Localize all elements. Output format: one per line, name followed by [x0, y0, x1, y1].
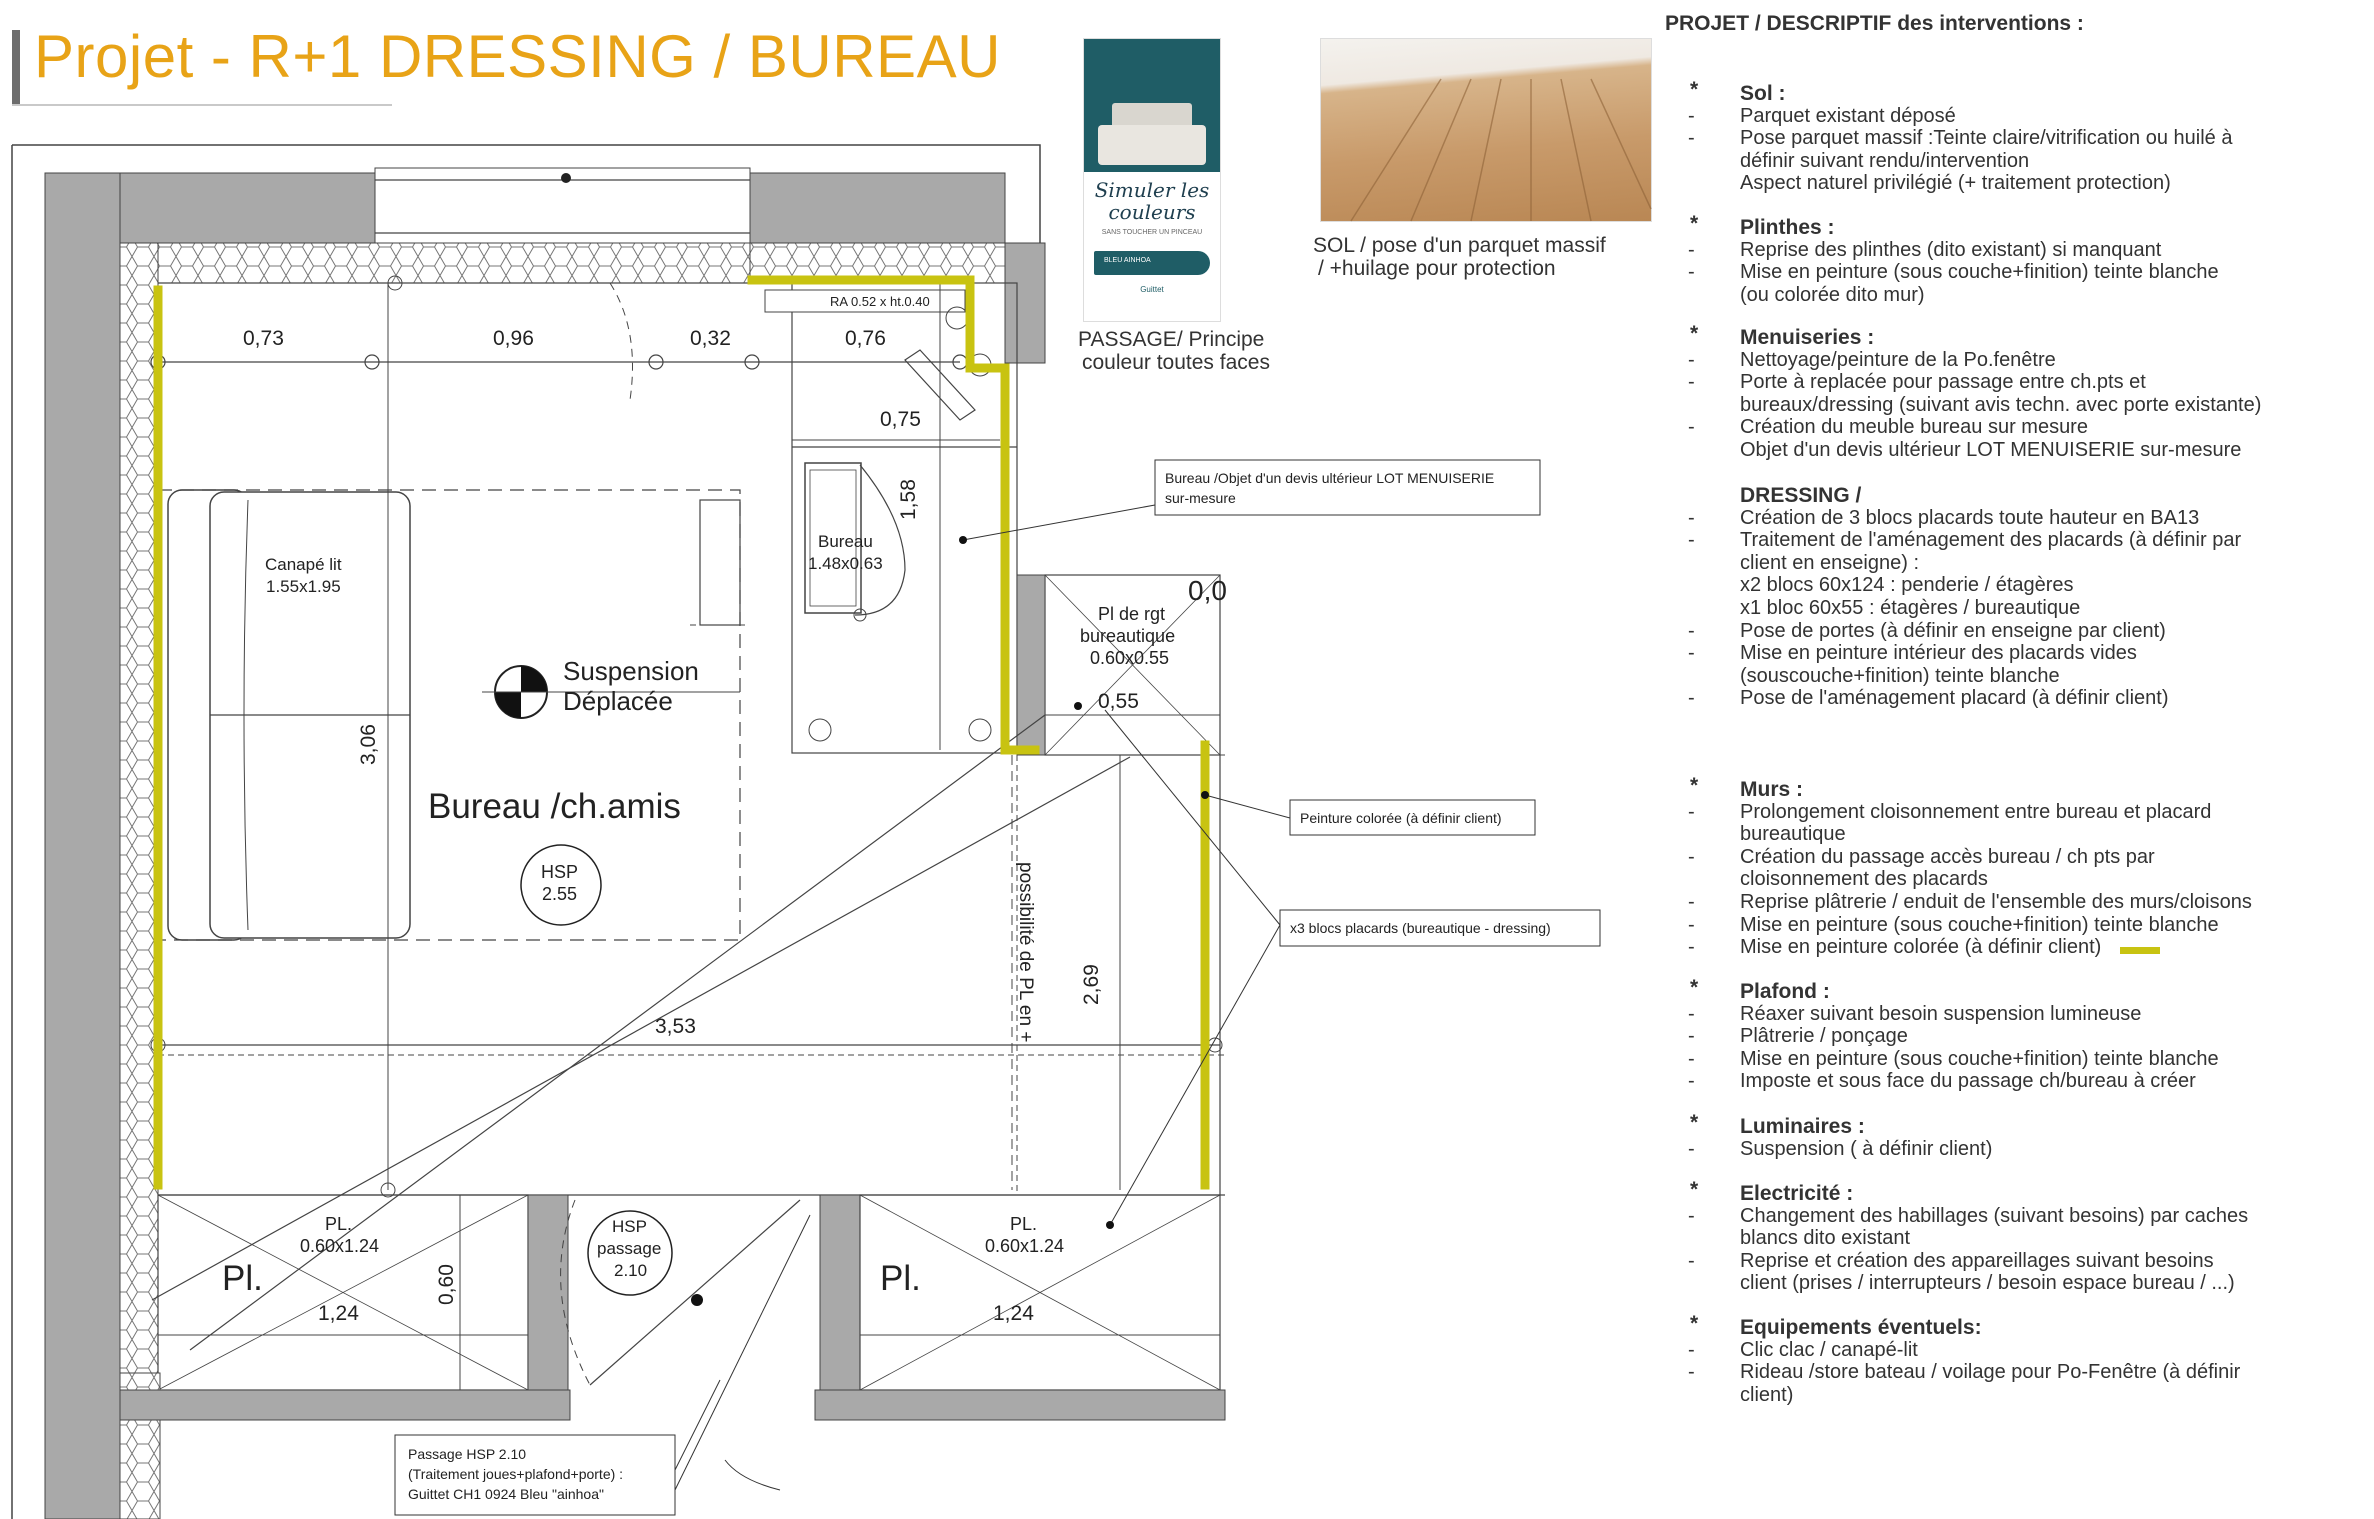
section-item: (souscouche+finition) teinte blanche — [1740, 664, 2060, 687]
section-item: Création du meuble bureau sur mesure — [1740, 416, 2088, 439]
section-item: x2 blocs 60x124 : penderie / étagères — [1740, 574, 2074, 597]
pl-big-left: Pl. — [222, 1259, 263, 1298]
pl-big-right: Pl. — [880, 1259, 921, 1298]
svg-text:Peinture colorée (à définir cl: Peinture colorée (à définir client) — [1300, 810, 1502, 826]
section-item: x1 bloc 60x55 : étagères / bureautique — [1740, 597, 2081, 619]
pl-left-size: 0.60x1.24 — [300, 1236, 380, 1256]
pl-right-label: PL. — [1010, 1214, 1038, 1234]
item-dash: - — [1688, 936, 1695, 959]
desk-label: Bureau — [818, 532, 873, 551]
section-title: Equipements éventuels: — [1740, 1316, 1982, 1339]
section-title: DRESSING / — [1740, 484, 1862, 507]
section-title: Sol : — [1740, 82, 1786, 105]
section-item: Parquet existant déposé — [1740, 104, 1956, 127]
dim-032: 0,32 — [690, 327, 731, 350]
svg-text:x3 blocs placards (bureautique: x3 blocs placards (bureautique - dressing) — [1290, 920, 1551, 936]
section-item: Reprise des plinthes (dito existant) si manquant — [1740, 238, 2162, 261]
item-dash: - — [1688, 1204, 1695, 1227]
section-title: Plafond : — [1740, 980, 1830, 1003]
item-dash: - — [1688, 800, 1695, 823]
section-title: Plinthes : — [1740, 216, 1835, 239]
section-item: client (prises / interrupteurs / besoin espace bureau / ...) — [1740, 1272, 2235, 1295]
item-dash: - — [1688, 913, 1695, 936]
parquet-photo — [1320, 38, 1652, 222]
section-title: Murs : — [1740, 778, 1803, 801]
bed — [1098, 125, 1206, 165]
item-dash: - — [1688, 1025, 1695, 1048]
pl-left-label: PL. — [325, 1214, 353, 1234]
section-item: Pose de l'aménagement placard (à définir client) — [1740, 687, 2169, 710]
insulation-left — [120, 243, 158, 1373]
item-dash: - — [1688, 891, 1695, 913]
section-item: client) — [1740, 1383, 1794, 1406]
section-star: * — [1690, 78, 1699, 101]
passage-caption-2: couleur toutes faces — [1082, 351, 1270, 374]
section-item: Pose de portes (à définir en enseigne par client) — [1740, 619, 2166, 642]
item-dash: - — [1688, 261, 1695, 284]
section-item: Aspect naturel privilégié (+ traitement protection) — [1740, 172, 2171, 195]
wall-top-right — [750, 173, 1005, 243]
dim-124-right: 1,24 — [993, 1302, 1034, 1325]
section-item: Porte à replacée pour passage entre ch.pts et — [1740, 371, 2146, 394]
dim-306: 3,06 — [357, 724, 380, 765]
svg-text:2.10: 2.10 — [614, 1261, 648, 1280]
section-item: Pose parquet massif :Teinte claire/vitrification ou huilé à — [1740, 127, 2233, 150]
svg-text:sur-mesure: sur-mesure — [1165, 490, 1236, 506]
dim-073: 0,73 — [243, 327, 284, 350]
svg-text:2.55: 2.55 — [542, 884, 578, 904]
section-item: bureautique — [1740, 823, 1846, 846]
item-dash: - — [1688, 1137, 1695, 1160]
svg-text:(Traitement joues+plafond+port: (Traitement joues+plafond+porte) : — [408, 1466, 624, 1482]
paint-card-subtitle: SANS TOUCHER UN PINCEAU — [1101, 229, 1203, 236]
wall-left — [45, 173, 120, 1519]
section-item: définir suivant rendu/intervention — [1740, 149, 2030, 172]
section-item: cloisonnement des placards — [1740, 868, 1988, 891]
section-item: Rideau /store bateau / voilage pour Po-Fenêtre (à définir — [1740, 1361, 2241, 1384]
section-item: Objet d'un devis ultérieur LOT MENUISERIE sur-mesure — [1740, 439, 2242, 461]
section-item: Mise en peinture (sous couche+finition) teinte blanche — [1740, 1047, 2219, 1070]
swatch-label: BLEU AINHOA — [1104, 257, 1151, 264]
dim-269: 2,69 — [1080, 964, 1103, 1005]
suspension-label: Suspension — [563, 656, 699, 686]
item-dash: - — [1688, 238, 1695, 261]
section-item: client en enseigne) : — [1740, 551, 1920, 574]
section-item: Création de 3 blocs placards toute hauteur en BA13 — [1740, 506, 2200, 529]
canape-label: Canapé lit — [265, 555, 342, 574]
item-dash: - — [1688, 1249, 1695, 1272]
section-title: Electricité : — [1740, 1182, 1854, 1205]
sol-caption-1: SOL / pose d'un parquet massif — [1313, 234, 1606, 257]
dim-075: 0,75 — [880, 408, 921, 431]
item-dash: - — [1688, 416, 1695, 439]
section-item: Plâtrerie / ponçage — [1740, 1025, 1908, 1048]
section-star: * — [1690, 1111, 1699, 1134]
dim-124-left: 1,24 — [318, 1302, 359, 1325]
section-star: * — [1690, 1312, 1699, 1335]
item-dash: - — [1688, 127, 1695, 150]
item-dash: - — [1688, 506, 1695, 529]
dim-353: 3,53 — [655, 1015, 696, 1038]
pl-rgt-label: Pl de rgt — [1098, 604, 1166, 624]
item-dash: - — [1688, 1047, 1695, 1070]
section-item: Changement des habillages (suivant besoins) par caches — [1740, 1204, 2249, 1227]
item-dash: - — [1688, 104, 1695, 127]
svg-text:bureautique: bureautique — [1080, 626, 1176, 646]
section-item: Mise en peinture (sous couche+finition) teinte blanche — [1740, 913, 2219, 936]
possibilite-label: possibilité de PL en + — [1015, 862, 1036, 1043]
section-item: Réaxer suivant besoin suspension lumineuse — [1740, 1002, 2142, 1025]
item-dash: - — [1688, 619, 1695, 642]
section-star: * — [1690, 212, 1699, 235]
title-accent-bar — [12, 30, 20, 104]
callout-bureau — [1155, 460, 1540, 515]
item-dash: - — [1688, 529, 1695, 552]
title-underline — [12, 104, 392, 106]
section-star: * — [1690, 1178, 1699, 1201]
section-item: Mise en peinture colorée (à définir client) — [1740, 936, 2102, 959]
dim-00: 0,0 — [1188, 575, 1227, 606]
item-dash: - — [1688, 348, 1695, 371]
paint-card-thumbnail — [1083, 38, 1221, 322]
section-item: Traitement de l'aménagement des placards (à définir par — [1740, 529, 2242, 552]
section-item: Prolongement cloisonnement entre bureau et placard — [1740, 800, 2212, 823]
section-item: Reprise plâtrerie / enduit de l'ensemble des murs/cloisons — [1740, 891, 2252, 913]
section-star: * — [1690, 322, 1699, 345]
section-item: Clic clac / canapé-lit — [1740, 1338, 1918, 1361]
svg-text:Guittet CH1 0924 Bleu "ainhoa": Guittet CH1 0924 Bleu "ainhoa" — [408, 1486, 604, 1502]
page-title: Projet - R+1 DRESSING / BUREAU — [34, 23, 1001, 90]
svg-text:Passage HSP 2.10: Passage HSP 2.10 — [408, 1446, 527, 1462]
canape-size: 1.55x1.95 — [266, 577, 341, 596]
section-title: Luminaires : — [1740, 1115, 1865, 1138]
item-dash: - — [1688, 845, 1695, 868]
section-item: (ou colorée dito mur) — [1740, 283, 1925, 306]
svg-text:Déplacée: Déplacée — [563, 686, 673, 716]
item-dash: - — [1688, 1338, 1695, 1361]
paint-card-title: Simuler les couleurs — [1094, 178, 1210, 224]
passage-caption-1: PASSAGE/ Principe — [1078, 328, 1265, 351]
item-dash: - — [1688, 1070, 1695, 1093]
section-item: Nettoyage/peinture de la Po.fenêtre — [1740, 348, 2056, 371]
svg-text:Bureau /Objet d'un devis ultér: Bureau /Objet d'un devis ultérieur LOT MENUISERIE — [1165, 470, 1495, 486]
section-item: Création du passage accès bureau / ch pts par — [1740, 845, 2155, 868]
svg-text:HSP: HSP — [612, 1217, 647, 1236]
section-item: Imposte et sous face du passage ch/bureau à créer — [1740, 1070, 2196, 1093]
dim-096: 0,96 — [493, 327, 534, 350]
room-name: Bureau /ch.amis — [428, 787, 681, 826]
section-item: Mise en peinture intérieur des placards vides — [1740, 642, 2137, 665]
brand-name: Guittet — [1140, 285, 1164, 294]
insulation-top — [120, 243, 750, 283]
item-dash: - — [1688, 1361, 1695, 1384]
sol-caption-2: / +huilage pour protection — [1318, 257, 1556, 280]
item-dash: - — [1688, 642, 1695, 665]
section-star: * — [1690, 774, 1699, 797]
section-item: Reprise et création des appareillages suivant besoins — [1740, 1249, 2214, 1272]
dim-158: 1,58 — [897, 479, 920, 520]
item-dash: - — [1688, 1002, 1695, 1025]
yellow-paint-legend — [2120, 947, 2160, 954]
svg-text:passage: passage — [597, 1239, 662, 1258]
dim-076: 0,76 — [845, 327, 886, 350]
desk-size: 1.48x0.63 — [808, 554, 883, 573]
item-dash: - — [1688, 687, 1695, 710]
svg-text:0.60x0.55: 0.60x0.55 — [1090, 648, 1170, 668]
pl-right-size: 0.60x1.24 — [985, 1236, 1065, 1256]
section-title: Menuiseries : — [1740, 326, 1875, 349]
dim-055: 0,55 — [1098, 690, 1139, 713]
ra-label: RA 0.52 x ht.0.40 — [830, 294, 930, 309]
dim-060: 0,60 — [435, 1264, 458, 1305]
section-item: Mise en peinture (sous couche+finition) teinte blanche — [1740, 261, 2219, 284]
section-item: Suspension ( à définir client) — [1740, 1137, 1993, 1160]
section-item: bureaux/dressing (suivant avis techn. avec porte existante) — [1740, 393, 2262, 416]
section-item: blancs dito existant — [1740, 1227, 1911, 1250]
section-star: * — [1690, 976, 1699, 999]
descriptif-header: PROJET / DESCRIPTIF des interventions : — [1665, 12, 2084, 35]
svg-text:HSP: HSP — [541, 862, 579, 882]
item-dash: - — [1688, 371, 1695, 394]
